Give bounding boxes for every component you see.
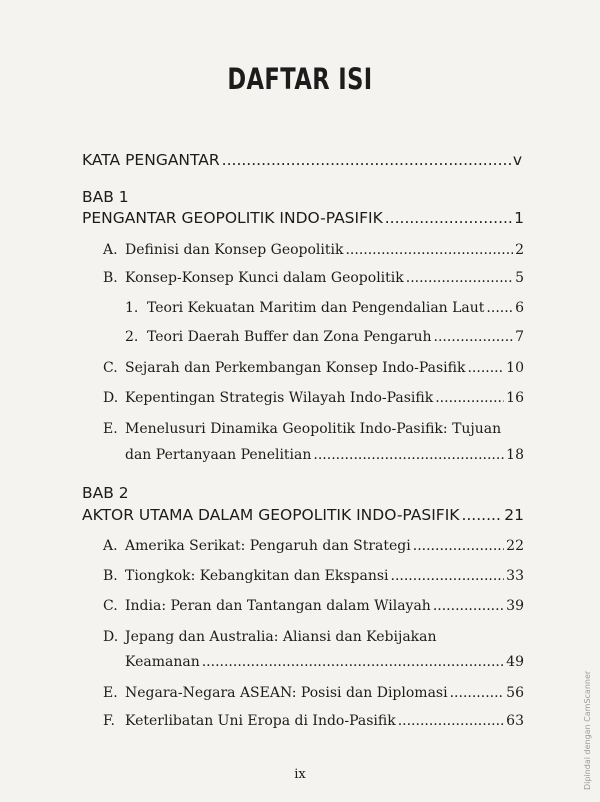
toc-entry-label: India: Peran dan Tantangan dalam Wilayah bbox=[125, 598, 431, 614]
chapter-number: BAB 2 bbox=[82, 484, 129, 502]
toc-entry-kata-pengantar[interactable] bbox=[82, 151, 522, 169]
section-marker: 2. bbox=[125, 329, 139, 345]
section-marker: C. bbox=[103, 360, 118, 376]
toc-entry-label: Keterlibatan Uni Eropa di Indo-Pasifik bbox=[125, 713, 396, 729]
toc-entry-chapter-1[interactable] bbox=[82, 209, 524, 227]
toc-entry-label: Menelusuri Dinamika Geopolitik Indo-Pasifik: Tujuan bbox=[125, 421, 502, 437]
section-marker: F. bbox=[103, 713, 115, 729]
dot-leader bbox=[345, 242, 513, 258]
toc-entry-page: 33 bbox=[506, 568, 524, 584]
dot-leader bbox=[433, 598, 504, 614]
toc-entry-page: 21 bbox=[504, 506, 524, 524]
toc-entry-label: Tiongkok: Kebangkitan dan Ekspansi bbox=[125, 568, 389, 584]
toc-entry-2b[interactable] bbox=[103, 568, 524, 584]
dot-leader bbox=[434, 329, 514, 345]
toc-entry-page: 10 bbox=[506, 360, 524, 376]
toc-entry-2d-line1[interactable] bbox=[103, 629, 437, 645]
dot-leader bbox=[398, 713, 504, 729]
toc-entry-label: Definisi dan Konsep Geopolitik bbox=[125, 242, 344, 258]
section-marker: B. bbox=[103, 568, 118, 584]
section-marker: 1. bbox=[125, 300, 139, 316]
section-marker: A. bbox=[103, 538, 118, 554]
dot-leader bbox=[313, 447, 504, 463]
dot-leader bbox=[486, 300, 513, 316]
section-marker: D. bbox=[103, 629, 119, 645]
toc-entry-label: dan Pertanyaan Penelitian bbox=[125, 447, 312, 463]
toc-entry-page: 7 bbox=[515, 329, 524, 345]
section-marker: C. bbox=[103, 598, 118, 614]
toc-entry-page: 2 bbox=[515, 242, 524, 258]
toc-entry-label: Teori Daerah Buffer dan Zona Pengaruh bbox=[147, 329, 432, 345]
toc-entry-page: 6 bbox=[515, 300, 524, 316]
toc-entry-page: v bbox=[512, 151, 522, 169]
chapter-title: AKTOR UTAMA DALAM GEOPOLITIK INDO-PASIFIK bbox=[82, 506, 460, 524]
toc-entry-page: 22 bbox=[506, 538, 524, 554]
toc-entry-page: 5 bbox=[515, 270, 524, 286]
toc-entry-label: Teori Kekuatan Maritim dan Pengendalian Laut bbox=[147, 300, 485, 316]
dot-leader bbox=[385, 209, 512, 227]
chapter-number: BAB 1 bbox=[82, 188, 129, 206]
toc-entry-page: 16 bbox=[506, 390, 524, 406]
toc-entry-page: 39 bbox=[506, 598, 524, 614]
dot-leader bbox=[222, 151, 511, 169]
toc-entry-label: Konsep-Konsep Kunci dalam Geopolitik bbox=[125, 270, 404, 286]
toc-entry-1b1[interactable] bbox=[125, 300, 524, 316]
toc-entry-1b[interactable] bbox=[103, 270, 524, 286]
dot-leader bbox=[467, 360, 504, 376]
toc-entry-2a[interactable] bbox=[103, 538, 524, 554]
dot-leader bbox=[461, 506, 502, 524]
dot-leader bbox=[435, 390, 504, 406]
dot-leader bbox=[202, 654, 504, 670]
toc-entry-label: KATA PENGANTAR bbox=[82, 151, 220, 169]
toc-entry-label: Sejarah dan Perkembangan Konsep Indo-Pasifik bbox=[125, 360, 466, 376]
toc-entry-chapter-2[interactable] bbox=[82, 506, 524, 524]
toc-entry-1b2[interactable] bbox=[125, 329, 524, 345]
toc-entry-label: Kepentingan Strategis Wilayah Indo-Pasifik bbox=[125, 390, 434, 406]
toc-entry-1a[interactable] bbox=[103, 242, 524, 258]
toc-entry-label: Keamanan bbox=[125, 654, 200, 670]
page-number: ix bbox=[294, 767, 306, 782]
toc-entry-2f[interactable] bbox=[103, 713, 524, 729]
toc-entry-2d-line2[interactable] bbox=[125, 654, 524, 670]
toc-entry-1d[interactable] bbox=[103, 390, 524, 406]
toc-entry-1c[interactable] bbox=[103, 360, 524, 376]
section-marker: E. bbox=[103, 685, 118, 701]
toc-entry-label: Amerika Serikat: Pengaruh dan Strategi bbox=[125, 538, 411, 554]
toc-entry-page: 49 bbox=[506, 654, 524, 670]
toc-entry-1e-line1[interactable] bbox=[103, 421, 501, 437]
scanner-watermark: Dipindai dengan CamScanner bbox=[583, 670, 592, 790]
chapter-title: PENGANTAR GEOPOLITIK INDO-PASIFIK bbox=[82, 209, 383, 227]
section-marker: B. bbox=[103, 270, 118, 286]
dot-leader bbox=[406, 270, 513, 286]
dot-leader bbox=[413, 538, 504, 554]
toc-entry-label: Negara-Negara ASEAN: Posisi dan Diplomasi bbox=[125, 685, 448, 701]
toc-entry-page: 18 bbox=[506, 447, 524, 463]
toc-entry-page: 56 bbox=[506, 685, 524, 701]
toc-entry-label: Jepang dan Australia: Aliansi dan Kebijakan bbox=[125, 629, 437, 645]
toc-entry-1e-line2[interactable] bbox=[125, 447, 524, 463]
toc-entry-2c[interactable] bbox=[103, 598, 524, 614]
toc-entry-page: 1 bbox=[514, 209, 524, 227]
page-title: DAFTAR ISI bbox=[227, 62, 373, 96]
toc-entry-2e[interactable] bbox=[103, 685, 524, 701]
section-marker: D. bbox=[103, 390, 119, 406]
dot-leader bbox=[450, 685, 505, 701]
toc-entry-page: 63 bbox=[506, 713, 524, 729]
dot-leader bbox=[391, 568, 505, 584]
section-marker: A. bbox=[103, 242, 118, 258]
section-marker: E. bbox=[103, 421, 118, 437]
